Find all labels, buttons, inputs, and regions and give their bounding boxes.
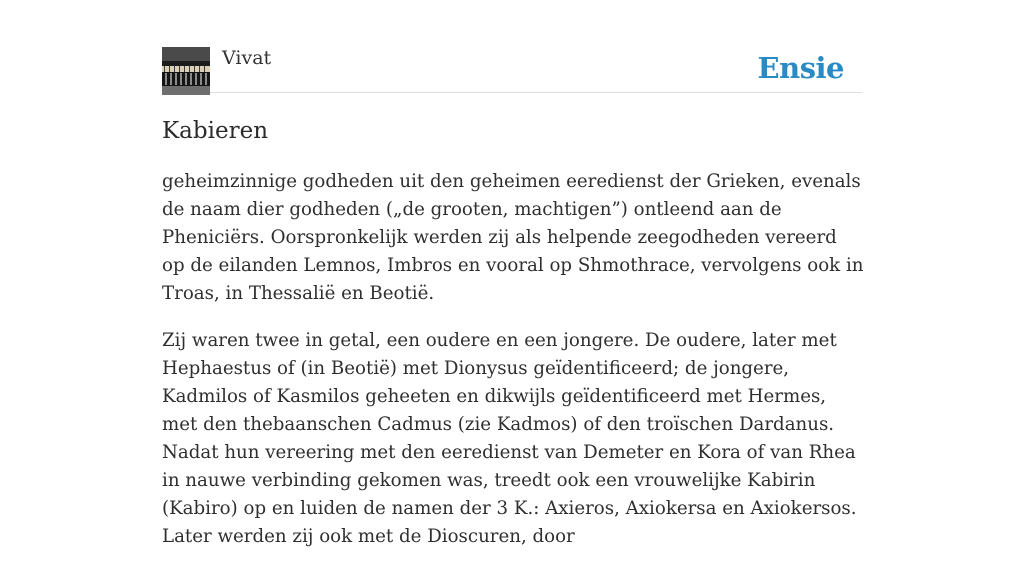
entry-paragraph: geheimzinnige godheden uit den geheimen eeredienst der Grieken, evenals de naam dier godheden („de grooten, machtigen”) ontleend aan de Pheniciërs. Oorspronkelijk werden zij als helpende zeegodheden vereerd op de eilanden Lemnos, Imbros en vooral op Shmothrace, vervolgens ook in Troas, in Thessalië en Beotië. — [162, 171, 864, 304]
avatar-image — [162, 47, 210, 95]
author-name[interactable]: Vivat — [222, 47, 272, 69]
entry-title: Kabieren — [162, 118, 269, 144]
site-header — [162, 47, 862, 93]
entry-body — [162, 168, 864, 570]
entry-paragraph: Zij waren twee in getal, een oudere en een jongere. De oudere, later met Hephaestus of (in Beotië) met Dionysus geïdentificeerd; de jongere, Kadmilos of Kasmilos geheeten en dikwijls geïdentificeerd met Hermes, met den thebaanschen Cadmus (zie Kadmos) of den troïschen Dardanus. Nadat hun vereering met den eeredienst van Demeter en Kora of van Rhea in nauwe verbinding gekomen was, treedt ook een vrouwelijke Kabirin (Kabiro) op en luiden de namen der 3 K.: Axieros, Axiokersa en Axiokersos. Later werden zij ook met de Dioscuren, door — [162, 330, 857, 547]
author-avatar[interactable] — [162, 47, 210, 95]
brand-logo[interactable]: Ensie — [757, 51, 844, 85]
